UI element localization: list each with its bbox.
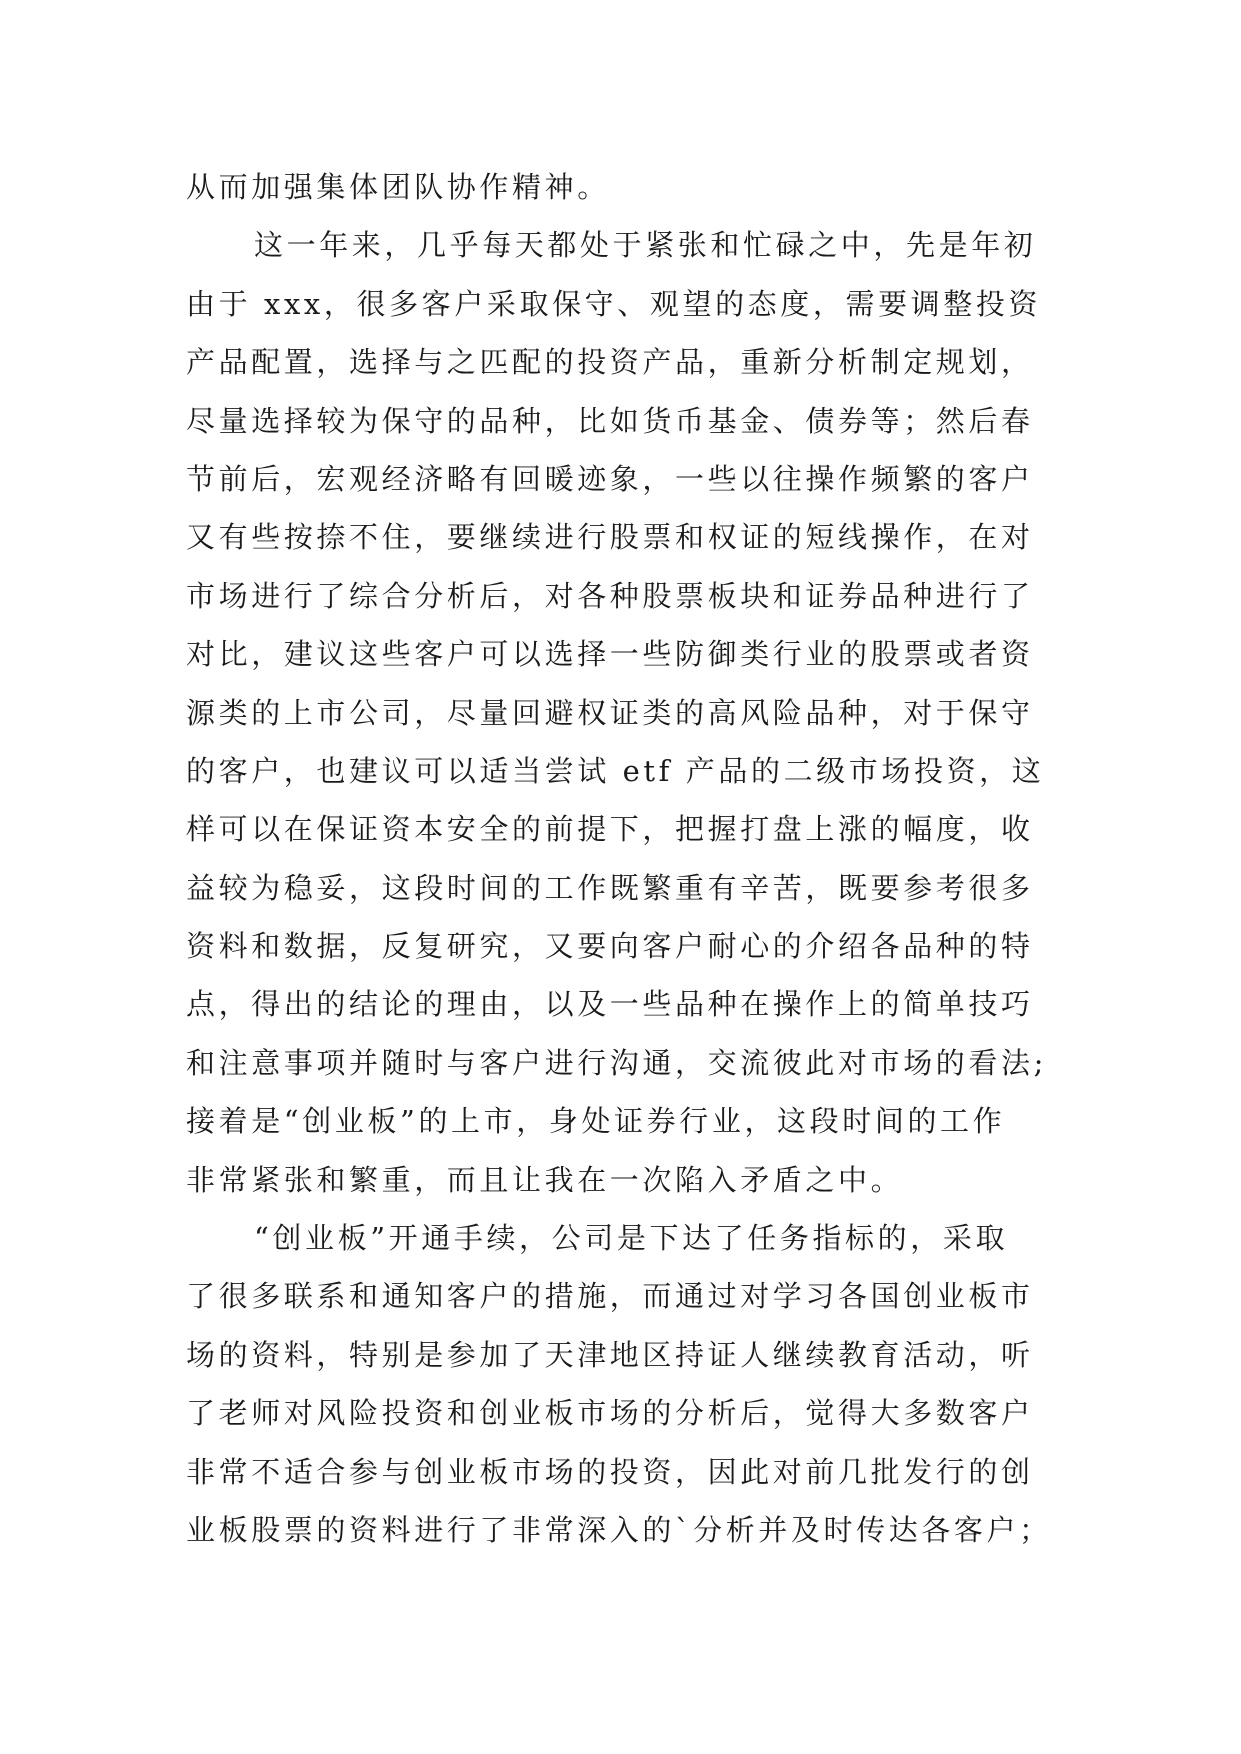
text-line: 非常紧张和繁重，而且让我在一次陷入矛盾之中。	[186, 1162, 904, 1197]
text-line: 了老师对风险投资和创业板市场的分析后，觉得大多数客户	[186, 1396, 1034, 1431]
text-line: 尽量选择较为保守的品种，比如货币基金、债券等；然后春	[186, 403, 1034, 438]
text-line: 资料和数据，反复研究，又要向客户耐心的介绍各品种的特	[186, 929, 1034, 964]
text-line: 对比，建议这些客户可以选择一些防御类行业的股票或者资	[186, 637, 1034, 672]
text-line: 由于 xxx，很多客户采取保守、观望的态度，需要调整投资	[186, 286, 1042, 321]
text-line: 源类的上市公司，尽量回避权证类的高风险品种，对于保守	[186, 695, 1034, 730]
paragraph-first-line: “创业板”开通手续，公司是下达了任务指标的，采取	[254, 1221, 1009, 1256]
text-line: 了很多联系和通知客户的措施，而通过对学习各国创业板市	[186, 1279, 1034, 1314]
text-line: 非常不适合参与创业板市场的投资，因此对前几批发行的创	[186, 1454, 1034, 1489]
text-line: 样可以在保证资本安全的前提下，把握打盘上涨的幅度，收	[186, 812, 1034, 847]
text-line: 业板股票的资料进行了非常深入的`分析并及时传达各客户；	[186, 1512, 1052, 1547]
text-line: 点，得出的结论的理由，以及一些品种在操作上的简单技巧	[186, 987, 1034, 1022]
text-line: 益较为稳妥，这段时间的工作既繁重有辛苦，既要参考很多	[186, 870, 1034, 905]
text-line: 又有些按捺不住，要继续进行股票和权证的短线操作，在对	[186, 520, 1034, 555]
text-line: 和注意事项并随时与客户进行沟通，交流彼此对市场的看法;	[186, 1045, 1047, 1080]
text-line: 节前后，宏观经济略有回暖迹象，一些以往操作频繁的客户	[186, 461, 1034, 496]
text-line: 从而加强集体团队协作精神。	[186, 170, 610, 204]
text-line: 场的资料，特别是参加了天津地区持证人继续教育活动，听	[186, 1337, 1034, 1372]
text-line: 市场进行了综合分析后，对各种股票板块和证券品种进行了	[186, 578, 1034, 613]
text-line: 接着是“创业板”的上市，身处证券行业，这段时间的工作	[186, 1104, 1006, 1139]
text-line: 的客户，也建议可以适当尝试 etf 产品的二级市场投资，这	[186, 753, 1045, 788]
paragraph-first-line: 这一年来，几乎每天都处于紧张和忙碌之中，先是年初	[254, 228, 1037, 263]
document-body	[186, 158, 1056, 1559]
text-line: 产品配置，选择与之匹配的投资产品，重新分析制定规划，	[186, 345, 1034, 380]
